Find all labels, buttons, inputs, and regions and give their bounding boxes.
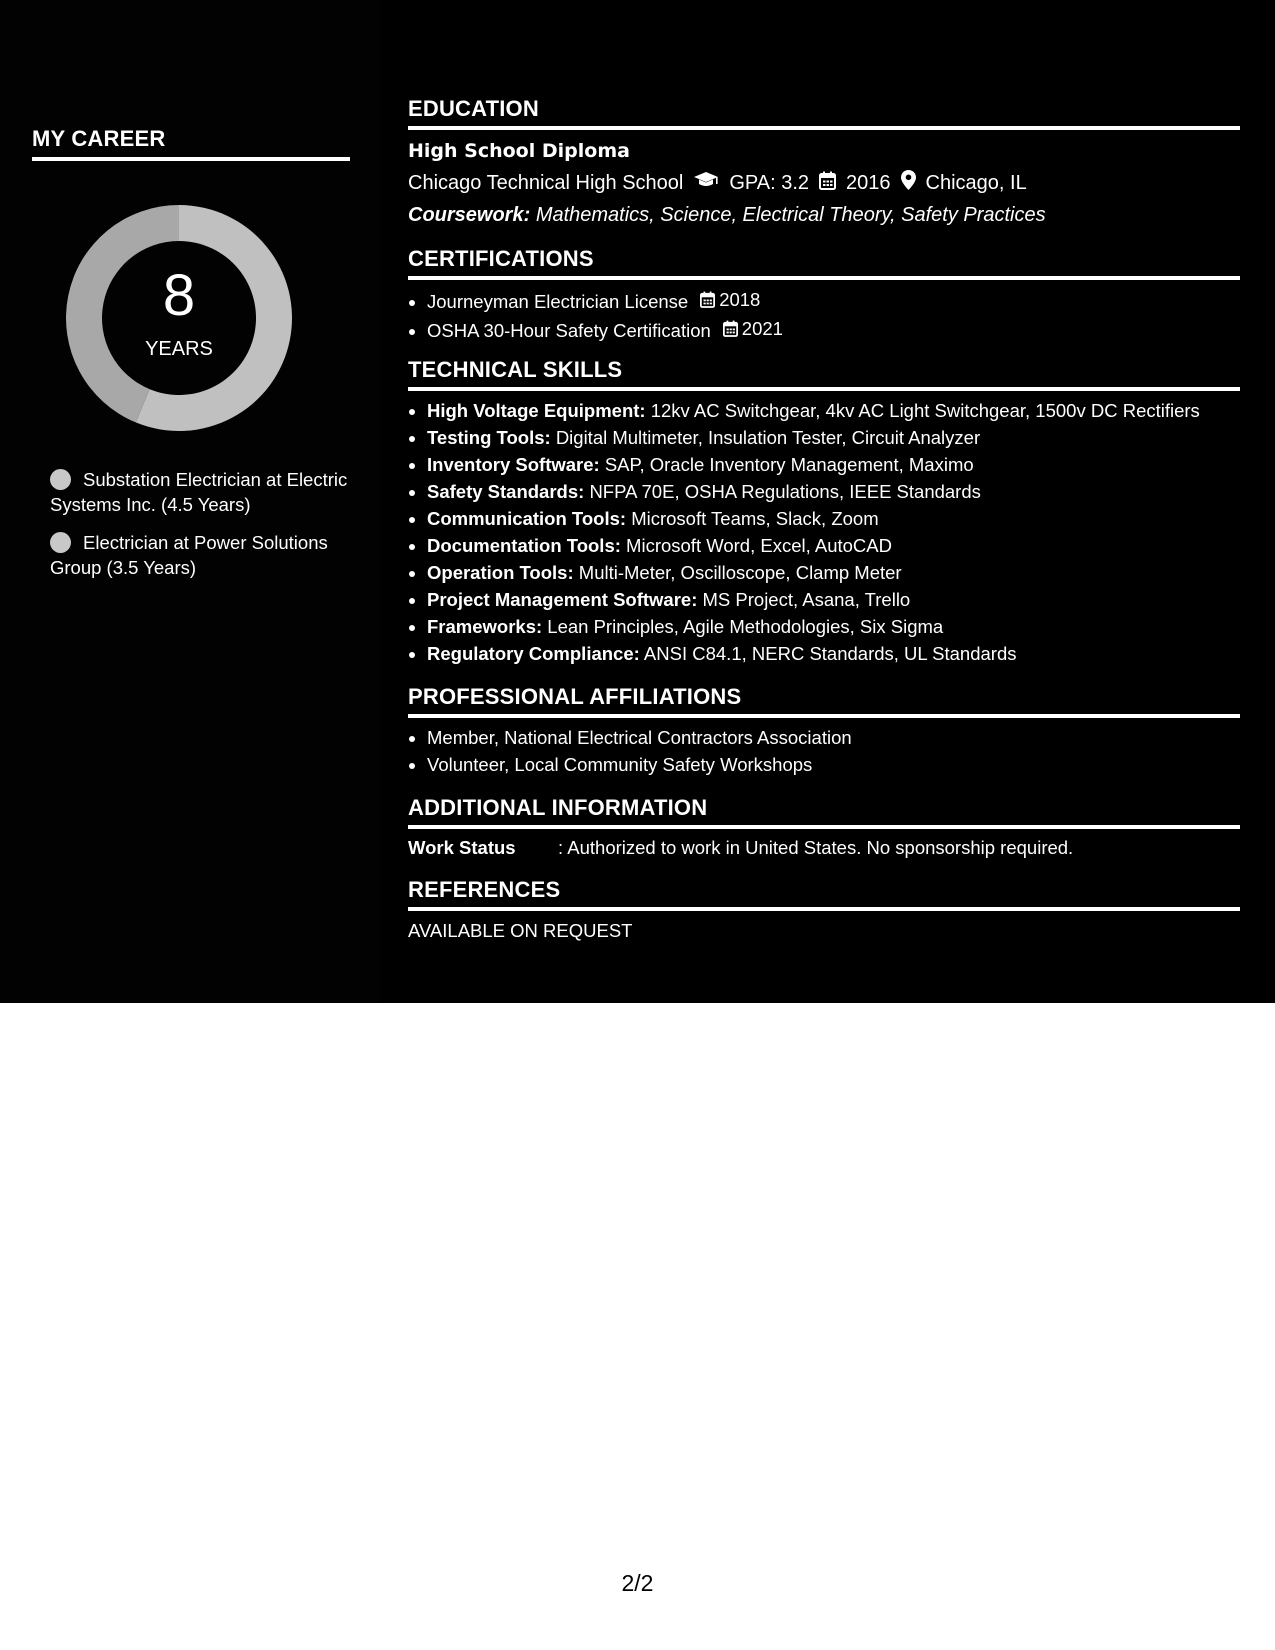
donut-center	[66, 205, 292, 431]
work-status-row	[408, 837, 1240, 859]
skill-label: High Voltage Equipment:	[427, 400, 646, 421]
skill-label: Documentation Tools:	[427, 535, 621, 556]
skill-label: Regulatory Compliance:	[427, 643, 640, 664]
coursework-list: Mathematics, Science, Electrical Theory, Safety Practices	[535, 204, 1046, 226]
list-item	[427, 559, 1240, 586]
education-title: EDUCATION	[408, 96, 539, 121]
sidebar	[0, 0, 380, 1003]
section-rule	[408, 387, 1240, 391]
skill-value: Multi-Meter, Oscilloscope, Clamp Meter	[578, 562, 902, 583]
skill-value: Microsoft Word, Excel, AutoCAD	[626, 535, 892, 556]
education-details	[408, 170, 1240, 196]
list-item	[427, 286, 1240, 315]
technical-skills-section	[408, 357, 1240, 667]
section-rule	[408, 825, 1240, 829]
work-status-value: : Authorized to work in United States. No sponsorship required.	[558, 837, 1074, 858]
page-number: 2/2	[621, 1570, 654, 1596]
career-heading: MY CAREER	[32, 126, 166, 151]
affiliations-list	[408, 724, 1240, 778]
career-item	[50, 530, 350, 580]
school-name: Chicago Technical High School	[408, 171, 684, 194]
education-section	[408, 96, 1240, 227]
graduation-cap-icon	[693, 171, 719, 195]
technical-skills-title: TECHNICAL SKILLS	[408, 357, 623, 382]
career-heading-rule	[32, 157, 350, 161]
list-item	[427, 478, 1240, 505]
skill-label: Testing Tools:	[427, 427, 551, 448]
skill-value: ANSI C84.1, NERC Standards, UL Standards	[643, 643, 1017, 664]
additional-info-section	[408, 795, 1240, 859]
total-years: 8	[162, 263, 196, 328]
additional-info-title: ADDITIONAL INFORMATION	[408, 795, 708, 820]
affiliations-title: PROFESSIONAL AFFILIATIONS	[408, 684, 742, 709]
skill-value: Digital Multimeter, Insulation Tester, Circuit Analyzer	[555, 427, 981, 448]
coursework-label: Coursework:	[408, 204, 531, 226]
calendar-icon	[700, 291, 715, 308]
career-item	[50, 467, 350, 517]
skill-label: Project Management Software:	[427, 589, 698, 610]
career-item-text: Substation Electrician at Electric Systems Inc. (4.5 Years)	[50, 469, 348, 515]
affiliations-section	[408, 684, 1240, 778]
skill-value: NFPA 70E, OSHA Regulations, IEEE Standards	[589, 481, 981, 502]
years-unit: YEARS	[145, 338, 213, 360]
work-status-label: Work Status	[408, 837, 516, 858]
list-item	[427, 613, 1240, 640]
skill-value: SAP, Oracle Inventory Management, Maximo	[604, 454, 974, 475]
legend-dot-icon	[50, 532, 71, 553]
skill-value: MS Project, Asana, Trello	[702, 589, 911, 610]
section-rule	[408, 714, 1240, 718]
section-rule	[408, 907, 1240, 911]
skill-label: Safety Standards:	[427, 481, 585, 502]
list-item	[427, 424, 1240, 451]
list-item: • Volunteer, Local Community Safety Workshops	[427, 751, 1240, 778]
gpa: GPA: 3.2	[729, 171, 810, 194]
graduation-year: 2016	[846, 171, 891, 194]
list-item	[427, 505, 1240, 532]
section-rule	[408, 126, 1240, 130]
certifications-list	[408, 286, 1240, 344]
skill-label: Communication Tools:	[427, 508, 627, 529]
calendar-icon	[723, 320, 738, 337]
list-item	[427, 397, 1240, 424]
skill-value: Lean Principles, Agile Methodologies, Six Sigma	[547, 616, 944, 637]
list-item	[427, 315, 1240, 344]
references-section	[408, 877, 1240, 942]
skill-label: Inventory Software:	[427, 454, 600, 475]
certification-name: Journeyman Electrician License	[427, 291, 689, 312]
degree: High School Diploma	[408, 140, 630, 162]
references-title: REFERENCES	[408, 877, 561, 902]
skills-list	[408, 397, 1240, 667]
skill-label: Operation Tools:	[427, 562, 574, 583]
career-item-text: Electrician at Power Solutions Group (3.5 Years)	[50, 532, 328, 578]
references-text: AVAILABLE ON REQUEST	[408, 920, 633, 941]
school-location: Chicago, IL	[925, 171, 1027, 194]
list-item	[427, 532, 1240, 559]
legend-dot-icon	[50, 469, 71, 490]
coursework	[408, 204, 1240, 227]
list-item	[427, 586, 1240, 613]
list-item: • Member, National Electrical Contractors Association	[427, 724, 1240, 751]
certifications-title: CERTIFICATIONS	[408, 246, 594, 271]
certification-year: 2021	[741, 318, 783, 339]
skill-value: Microsoft Teams, Slack, Zoom	[631, 508, 879, 529]
skill-label: Frameworks:	[427, 616, 543, 637]
skill-value: 12kv AC Switchgear, 4kv AC Light Switchgear, 1500v DC Rectifiers	[650, 400, 1200, 421]
section-rule	[408, 276, 1240, 280]
certification-name: OSHA 30-Hour Safety Certification	[427, 320, 711, 341]
certification-year: 2018	[719, 289, 761, 310]
list-item	[427, 640, 1240, 667]
list-item	[427, 451, 1240, 478]
career-years-donut	[66, 205, 292, 431]
location-pin-icon	[901, 170, 916, 196]
certifications-section	[408, 246, 1240, 344]
calendar-icon	[819, 171, 836, 196]
